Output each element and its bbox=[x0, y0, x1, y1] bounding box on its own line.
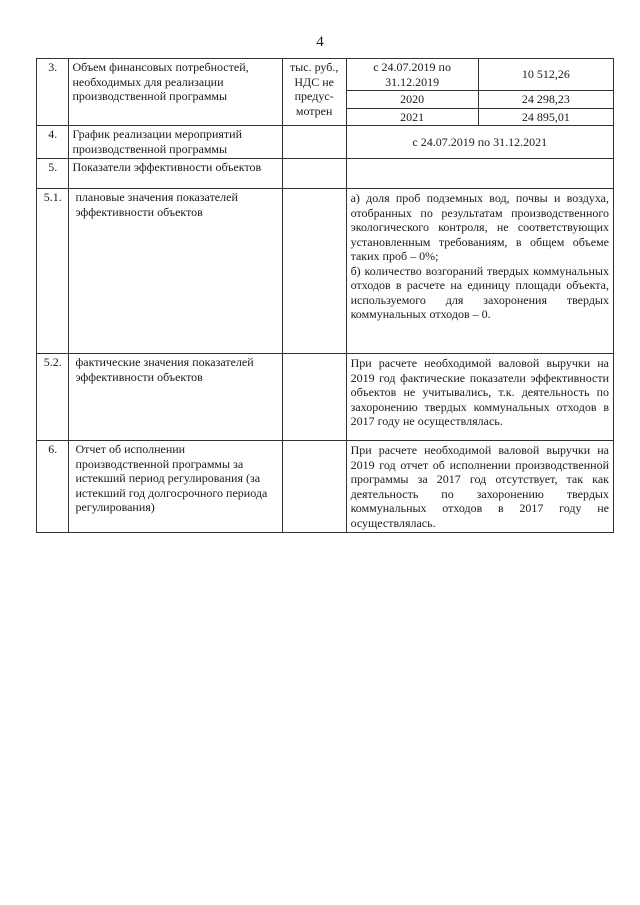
page-number: 4 bbox=[316, 34, 324, 50]
table-row-3 bbox=[37, 59, 614, 91]
row-name: Объем финансовых потребностей, необходимых для реализации производственной программы bbox=[69, 59, 282, 126]
row-number: 5.1. bbox=[37, 189, 69, 354]
empty-cell bbox=[346, 159, 613, 189]
table-row-5-1 bbox=[37, 189, 614, 354]
row-number: 4. bbox=[37, 126, 69, 159]
period-cell: 2020 bbox=[346, 91, 478, 109]
table-row-6 bbox=[37, 441, 614, 533]
empty-cell bbox=[282, 126, 346, 159]
value-cell: При расчете необходимой валовой выручки на 2019 год отчет об исполнении производственной программы за 2017 год отсутствует, так как деятельность по захоронению твердых коммунальных отходов в 2017 году не осуществлялась. bbox=[346, 441, 613, 533]
row-name: фактические значения показателей эффективности объектов bbox=[69, 354, 282, 441]
period-cell: 2021 bbox=[346, 108, 478, 126]
table-row-5-2 bbox=[37, 354, 614, 441]
empty-cell bbox=[282, 354, 346, 441]
row-number: 5. bbox=[37, 159, 69, 189]
indicator-b: б) количество возгораний твердых коммунальных отходов в расчете на единицу площади объекта, используемого для захоронения твердых коммунальных отходов – 0. bbox=[350, 263, 609, 321]
row-name: График реализации мероприятий производственной программы bbox=[69, 126, 282, 159]
table-row-5 bbox=[37, 159, 614, 189]
row-number: 5.2. bbox=[37, 354, 69, 441]
value-cell: 24 895,01 bbox=[478, 108, 613, 126]
row-name: Показатели эффективности объектов bbox=[69, 159, 282, 189]
value-cell: с 24.07.2019 по 31.12.2021 bbox=[346, 126, 613, 159]
row-name: Отчет об исполнении производственной программы за истекший период регулирования (за истекший год долгосрочного периода регулирования) bbox=[69, 441, 282, 533]
unit-cell: тыс. руб., НДС не предус-мотрен bbox=[282, 59, 346, 126]
period-cell: с 24.07.2019 по 31.12.2019 bbox=[346, 59, 478, 91]
row-name: плановые значения показателей эффективности объектов bbox=[69, 189, 282, 354]
empty-cell bbox=[282, 159, 346, 189]
program-table bbox=[36, 58, 614, 533]
value-cell: 10 512,26 bbox=[478, 59, 613, 91]
value-cell: При расчете необходимой валовой выручки на 2019 год фактические показатели эффективности объектов не учитывались, т.к. деятельность по захоронению твердых коммунальных отходов в 2017 году не осуществлялась. bbox=[346, 354, 613, 441]
indicator-a: а) доля проб подземных вод, почвы и воздуха, отобранных по результатам производственного экологического контроля, не соответствующих установленным требованиям, в общем объеме таких проб – 0%; bbox=[350, 191, 609, 263]
value-cell bbox=[346, 189, 613, 354]
row-number: 6. bbox=[37, 441, 69, 533]
empty-cell bbox=[282, 441, 346, 533]
empty-cell bbox=[282, 189, 346, 354]
table-row-4 bbox=[37, 126, 614, 159]
value-cell: 24 298,23 bbox=[478, 91, 613, 109]
row-number: 3. bbox=[37, 59, 69, 126]
